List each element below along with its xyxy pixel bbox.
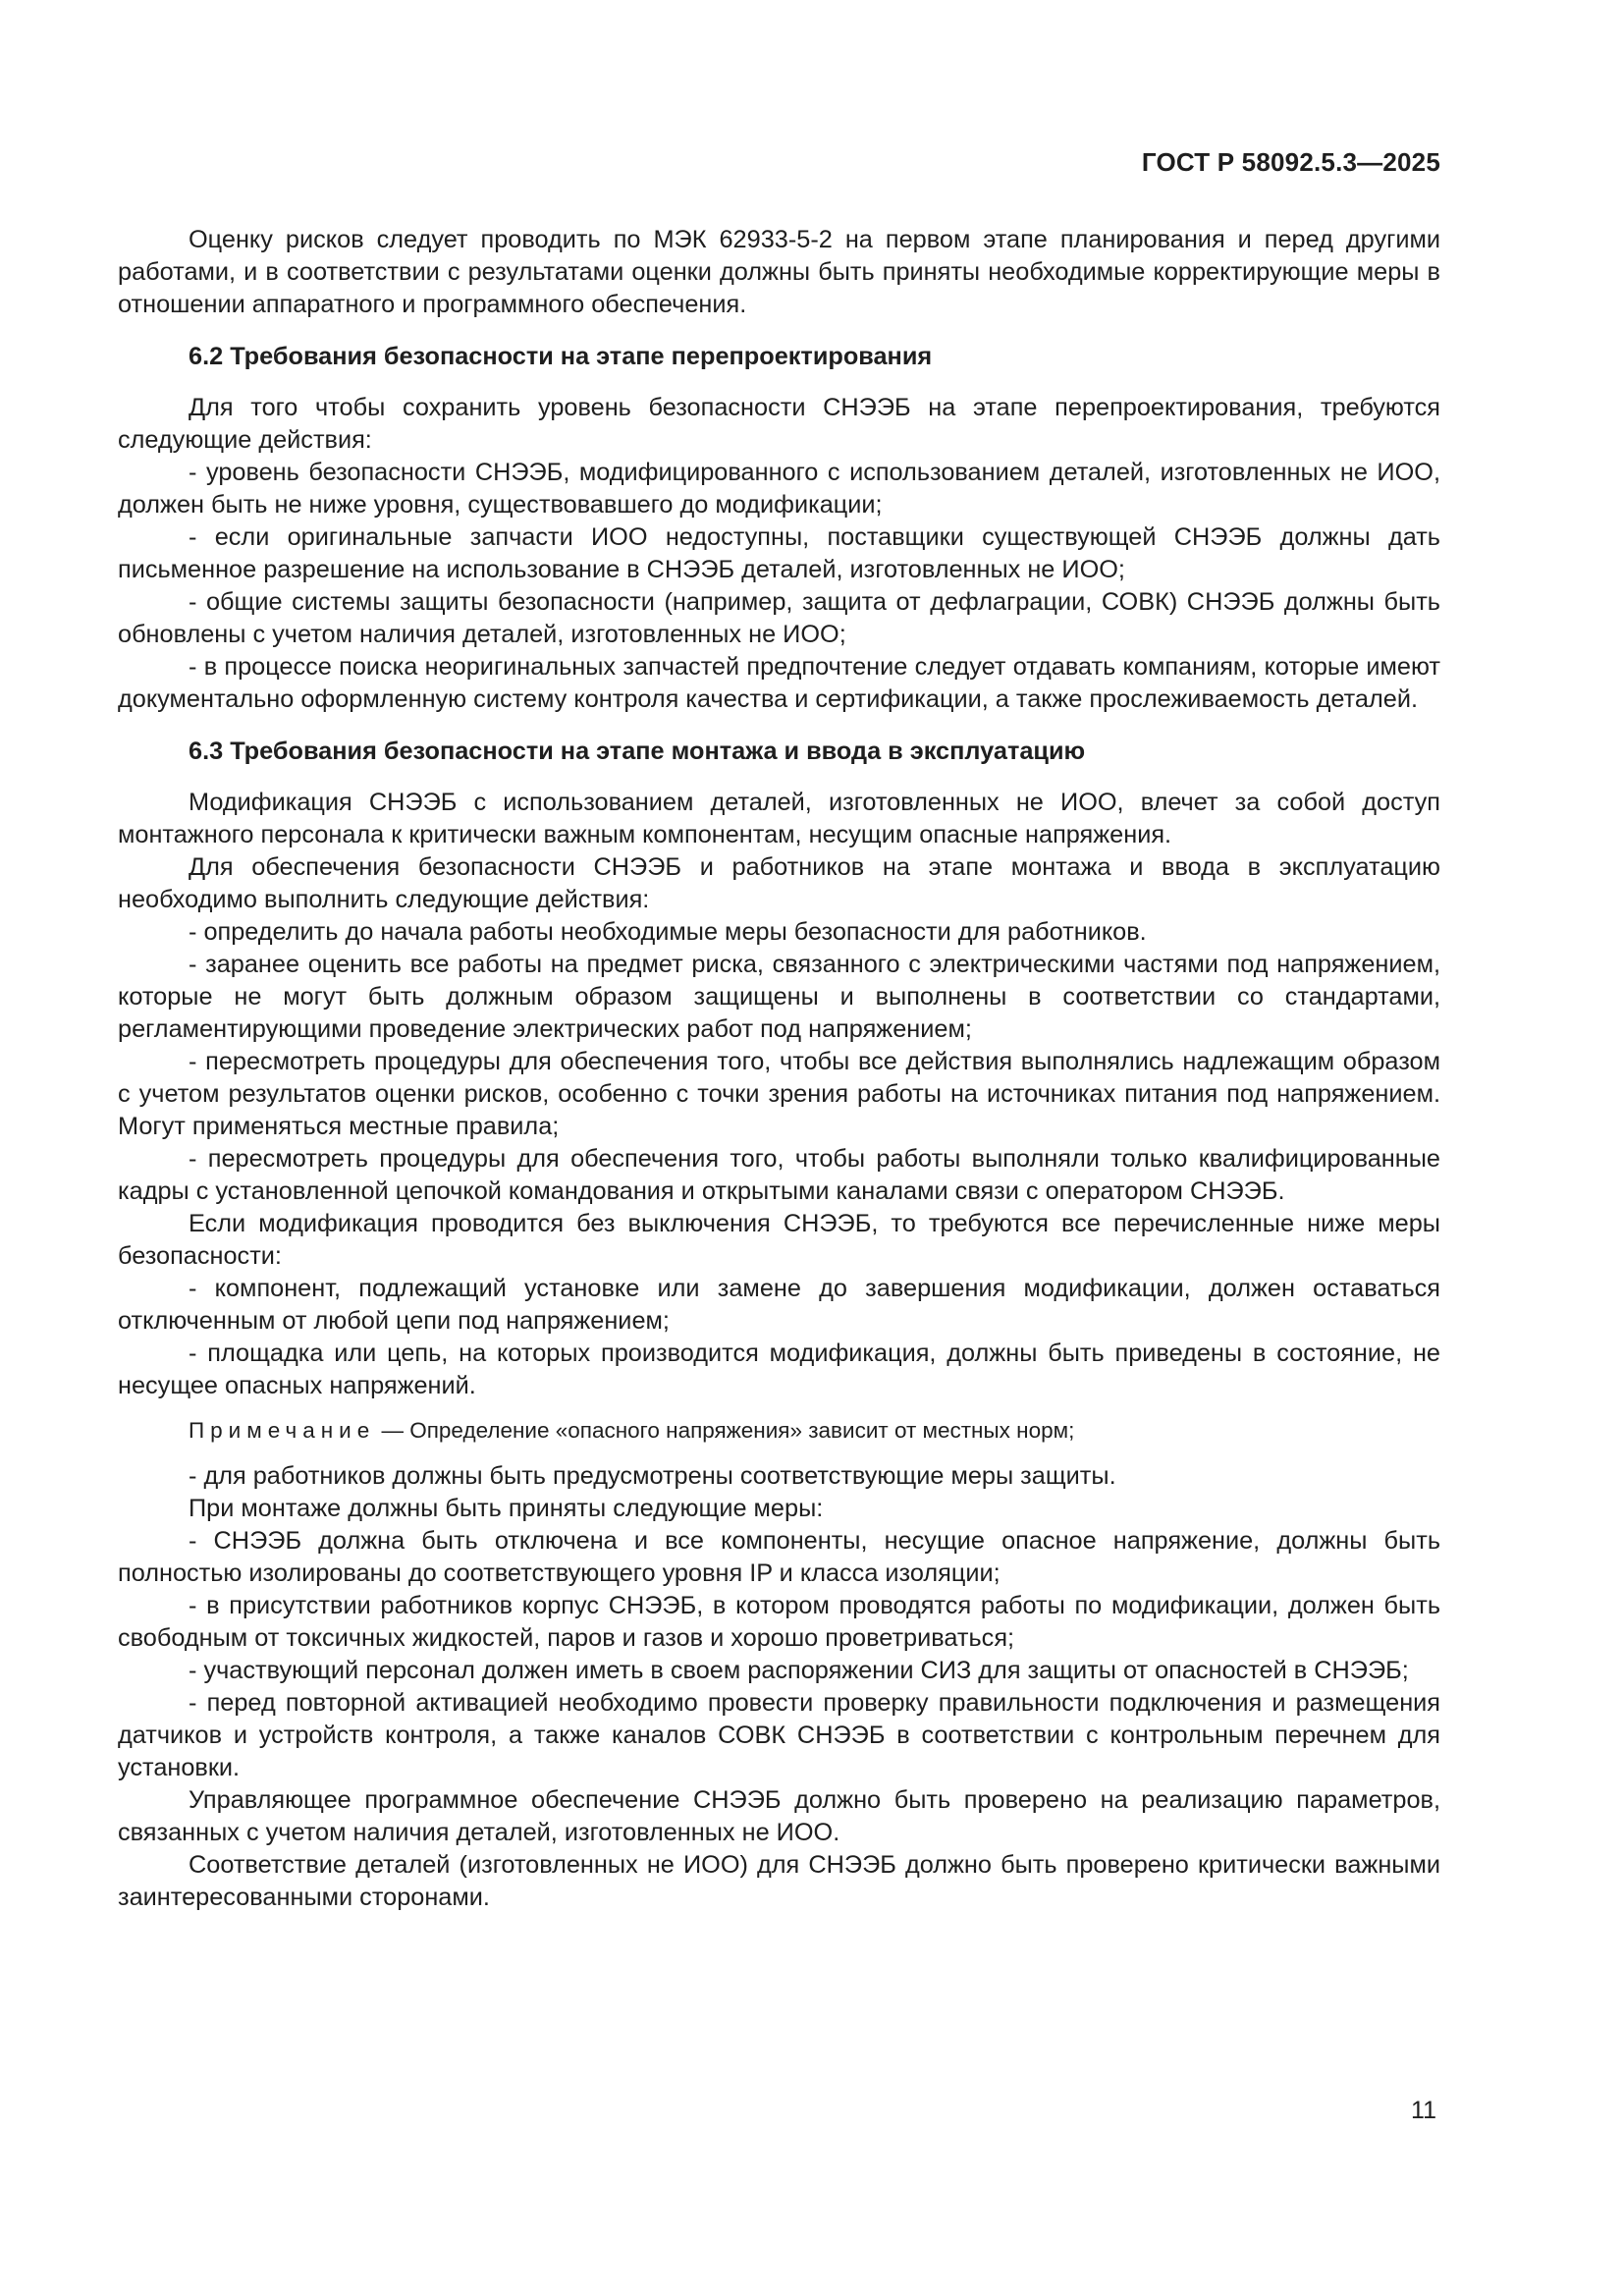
list-item: - в присутствии работников корпус СНЭЭБ, в котором проводятся работы по модификации, должен быть свободным от токсичных жидкостей, паров и газов и хорошо проветриваться; xyxy=(118,1592,1440,1652)
paragraph: При монтаже должны быть приняты следующие меры: xyxy=(189,1495,824,1522)
list-item: - заранее оценить все работы на предмет риска, связанного с электрическими частями под напряжением, которые не могут быть должным образом защищены и выполнены в соответствии со стандартами, регламентирующими проведение электрических работ под напряжением; xyxy=(118,951,1440,1043)
paragraph: Соответствие деталей (изготовленных не ИОО) для СНЭЭБ должно быть проверено критически важными заинтересованными сторонами. xyxy=(118,1851,1440,1911)
list-item: - если оригинальные запчасти ИОО недоступны, поставщики существующей СНЭЭБ должны дать письменное разрешение на использование в СНЭЭБ деталей, изготовленных не ИОО; xyxy=(118,523,1440,583)
list-item: - перед повторной активацией необходимо провести проверку правильности подключения и размещения датчиков и устройств контроля, а также каналов СОВК СНЭЭБ в соответствии с контрольным перечнем для установки. xyxy=(118,1689,1440,1781)
paragraph: Если модификация проводится без выключения СНЭЭБ, то требуются все перечисленные ниже меры безопасности: xyxy=(118,1210,1440,1270)
list-item: - пересмотреть процедуры для обеспечения того, чтобы работы выполняли только квалифицированные кадры с установленной цепочкой командования и открытыми каналами связи с оператором СНЭЭБ. xyxy=(118,1145,1440,1205)
note-label: Примечание xyxy=(189,1418,376,1443)
note xyxy=(118,1416,1440,1446)
list-item: - компонент, подлежащий установке или замене до завершения модификации, должен оставаться отключенным от любой цепи под напряжением; xyxy=(118,1275,1440,1335)
section-heading-6-3: 6.3 Требования безопасности на этапе монтажа и ввода в эксплуатацию xyxy=(189,738,1086,765)
list-item: - определить до начала работы необходимые меры безопасности для работников. xyxy=(189,918,1147,946)
note-text: — Определение «опасного напряжения» зависит от местных норм; xyxy=(375,1418,1075,1443)
intro-paragraph: Оценку рисков следует проводить по МЭК 62933-5-2 на первом этапе планирования и перед другими работами, и в соответствии с результатами оценки должны быть приняты необходимые корректирующие меры в отношении аппаратного и программного обеспечения. xyxy=(118,226,1440,318)
page-number: 11 xyxy=(1411,2097,1436,2124)
list-item: - для работников должны быть предусмотрены соответствующие меры защиты. xyxy=(189,1462,1116,1490)
document-code: ГОСТ Р 58092.5.3—2025 xyxy=(1141,147,1440,177)
paragraph: Для того чтобы сохранить уровень безопасности СНЭЭБ на этапе перепроектирования, требуются следующие действия: xyxy=(118,394,1440,454)
list-item: - общие системы защиты безопасности (например, защита от дефлаграции, СОВК) СНЭЭБ должны быть обновлены с учетом наличия деталей, изготовленных не ИОО; xyxy=(118,588,1440,648)
list-item: - площадка или цепь, на которых производится модификация, должны быть приведены в состояние, не несущее опасных напряжений. xyxy=(118,1339,1440,1399)
list-item: - в процессе поиска неоригинальных запчастей предпочтение следует отдавать компаниям, которые имеют документально оформленную систему контроля качества и сертификации, а также прослеживаемость деталей. xyxy=(118,653,1440,713)
document-body xyxy=(118,224,1440,1914)
section-heading-6-2: 6.2 Требования безопасности на этапе перепроектирования xyxy=(189,343,933,370)
list-item: - уровень безопасности СНЭЭБ, модифицированного с использованием деталей, изготовленных не ИОО, должен быть не ниже уровня, существовавшего до модификации; xyxy=(118,459,1440,519)
paragraph: Модификация СНЭЭБ с использованием деталей, изготовленных не ИОО, влечет за собой доступ монтажного персонала к критически важным компонентам, несущим опасные напряжения. xyxy=(118,789,1440,848)
list-item: - пересмотреть процедуры для обеспечения того, чтобы все действия выполнялись надлежащим образом с учетом результатов оценки рисков, особенно с точки зрения работы на источниках питания под напряжением. Могут применяться местные правила; xyxy=(118,1048,1440,1140)
paragraph: Для обеспечения безопасности СНЭЭБ и работников на этапе монтажа и ввода в эксплуатацию необходимо выполнить следующие действия: xyxy=(118,853,1440,913)
paragraph: Управляющее программное обеспечение СНЭЭБ должно быть проверено на реализацию параметров, связанных с учетом наличия деталей, изготовленных не ИОО. xyxy=(118,1786,1440,1846)
list-item: - СНЭЭБ должна быть отключена и все компоненты, несущие опасное напряжение, должны быть полностью изолированы до соответствующего уровня IP и класса изоляции; xyxy=(118,1527,1440,1587)
list-item: - участвующий персонал должен иметь в своем распоряжении СИЗ для защиты от опасностей в СНЭЭБ; xyxy=(189,1657,1409,1684)
